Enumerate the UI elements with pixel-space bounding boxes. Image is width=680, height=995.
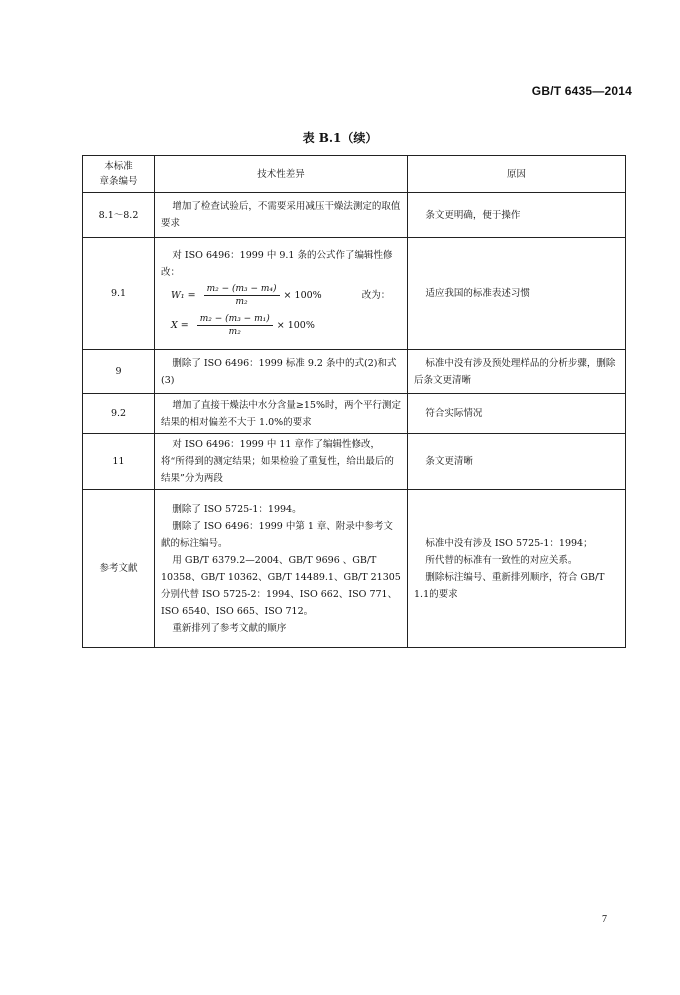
page-number: 7: [602, 914, 607, 925]
clause-cell: 9: [83, 350, 155, 394]
table-row: [83, 238, 626, 350]
standard-code: GB/T 6435—2014: [531, 84, 632, 98]
diff-cell: 删除了 ISO 5725-1：1994。 删除了 ISO 6496：1999 中第 1 章、附录中参考文献的标注编号。 用 GB/T 6379.2—2004、GB/T 9696 、GB/T 10358、GB/T 10362、GB/T 14489.1、GB/T 21305 分别代替 ISO 5725-2：1994、ISO 662、ISO 771、ISO 6540、ISO 665、ISO 712。 重新排列了参考文献的顺序: [155, 490, 408, 648]
clause-cell: 9.2: [83, 394, 155, 434]
reason-cell: 条文更清晰: [408, 434, 626, 490]
table-header-row: [83, 156, 626, 193]
diff-cell: 增加了直接干燥法中水分含量≥15%时，两个平行测定结果的相对偏差不大于 1.0%的要求: [155, 394, 408, 434]
clause-cell: 11: [83, 434, 155, 490]
diff-cell: 对 ISO 6496：1999 中 11 章作了编辑性修改，将“所得到的测定结果；如果检验了重复性，给出最后的结果”分为两段: [155, 434, 408, 490]
clause-cell: 8.1～8.2: [83, 193, 155, 238]
diff-cell: 增加了检查试验后，不需要采用减压干燥法测定的取值要求: [155, 193, 408, 238]
clause-cell: 9.1: [83, 238, 155, 350]
reason-cell: 标准中没有涉及 ISO 5725-1：1994； 所代替的标准有一致性的对应关系。 删除标注编号、重新排列顺序，符合 GB/T 1.1的要求: [408, 490, 626, 648]
table-row: [83, 434, 626, 490]
reason-cell: 标准中没有涉及预处理样品的分析步骤，删除后条文更清晰: [408, 350, 626, 394]
col-header-clause: 本标准 章条编号: [83, 156, 155, 193]
clause-cell: 参考文献: [83, 490, 155, 648]
table-row: [83, 193, 626, 238]
table-row: [83, 394, 626, 434]
table-row: [83, 490, 626, 648]
differences-table: [82, 155, 626, 648]
table-row: [83, 350, 626, 394]
reason-cell: 适应我国的标准表述习惯: [408, 238, 626, 350]
diff-cell: 删除了 ISO 6496：1999 标准 9.2 条中的式(2)和式(3): [155, 350, 408, 394]
reason-cell: 符合实际情况: [408, 394, 626, 434]
diff-cell: 对 ISO 6496：1999 中 9.1 条的公式作了编辑性修改： W₁ = $\frac{\text{m₂ − (m₃ − m₄)}}{\text{m₂}}$ × 100% 改为： X = $\frac{\text{m₂ − (m₃ − m₁)}}{\text{m₂}}$ × 100%: [155, 238, 408, 350]
formula-original: W₁ = $\frac{\text{m₂ − (m₃ − m₄)}}{\text{m₂}}$ × 100% 改为：: [171, 284, 391, 307]
col-header-reason: 原因: [408, 156, 626, 193]
col-header-diff: 技术性差异: [155, 156, 408, 193]
formula-revised: X = $\frac{\text{m₂ − (m₃ − m₁)}}{\text{m₂}}$ × 100%: [171, 314, 315, 337]
reason-cell: 条文更明确，便于操作: [408, 193, 626, 238]
table-title: 表 B.1（续）: [302, 131, 378, 145]
